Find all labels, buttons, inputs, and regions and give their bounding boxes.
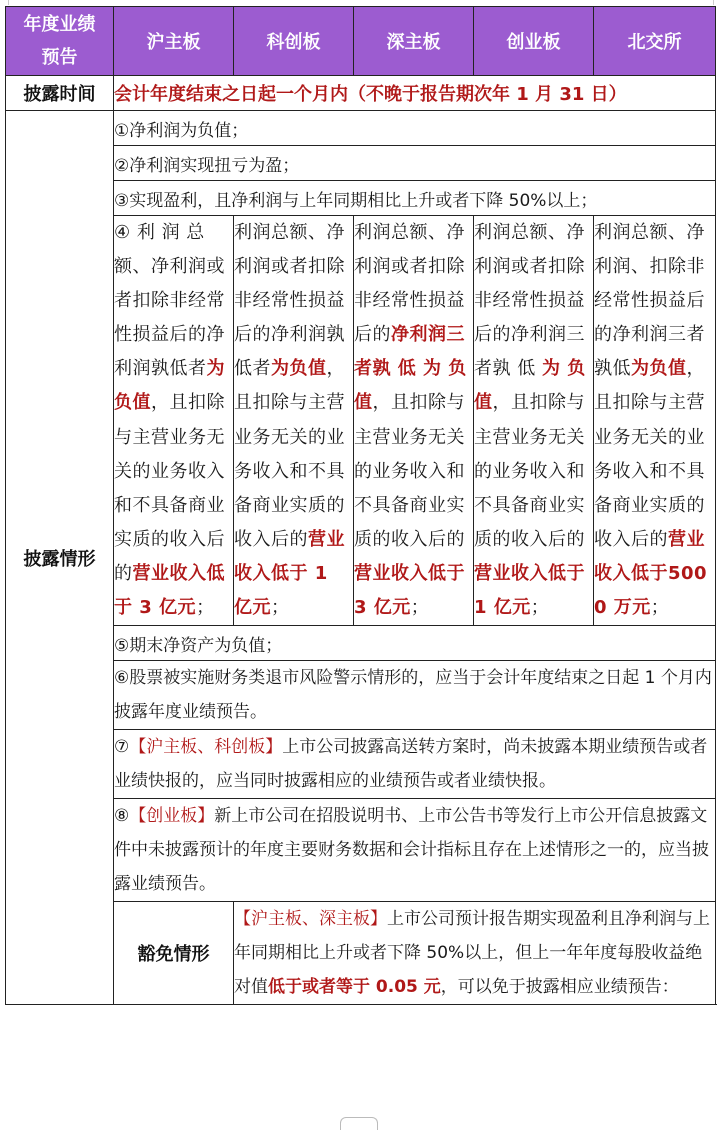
header-board-bse: 北交所 — [594, 7, 716, 76]
text-part: ； — [271, 597, 290, 619]
case-row-1 — [6, 111, 716, 146]
disclosure-cases-label: 披露情形 — [6, 111, 114, 1005]
case-item-5: ⑤期末净资产为负值； — [114, 626, 716, 661]
case-item-8 — [114, 799, 716, 902]
case-item-7 — [114, 730, 716, 799]
text-part: ④ 利 润 总 额、净利润或者扣除非经常性损益后的净利润孰低者 — [114, 222, 225, 380]
disclosure-time-value: 会计年度结束之日起一个月内（不晚于报告期次年 1 月 31 日） — [114, 76, 716, 111]
item-text: 上市公司披露高送转方案时，尚未披露本期业绩预告或者业绩快报的，应当同时披露相应的业绩预告或者业绩快报。 — [114, 737, 708, 792]
margin-tick — [713, 0, 714, 5]
disclosure-time-row — [6, 76, 716, 111]
case-item-4-sz-main — [354, 216, 474, 626]
highlight-revenue-threshold: 营业收入低于 1 亿元 — [474, 562, 585, 619]
text-part: 利润总额、净利润、扣除非经常性损益后的净利润三者孰低 — [594, 222, 705, 380]
text-part: ； — [196, 597, 215, 619]
scroll-handle[interactable] — [340, 1117, 378, 1130]
case-item-6: ⑥股票被实施财务类退市风险警示情形的，应当于会计年度结束之日起 1 个月内披露年度业绩预告。 — [114, 661, 716, 730]
exemption-label: 豁免情形 — [114, 902, 234, 1005]
item-text: 新上市公司在招股说明书、上市公告书等发行上市公开信息披露文件中未披露预计的年度主要财务数据和会计指标且存在上述情形之一的，应当披露业绩预告。 — [114, 806, 709, 895]
header-corner-line2: 预告 — [41, 47, 78, 68]
text-part: ； — [410, 597, 430, 619]
highlight-revenue-threshold: 营业收入低于 3 亿元 — [114, 562, 225, 619]
highlight-revenue-threshold: 营业收入低于5000 万元 — [594, 528, 708, 619]
text-part: 利润总额、净利润或者扣除非经常性损益后的净利润孰低者 — [234, 222, 345, 380]
highlight-negative: 净利润三者孰 低 为 负 值 — [354, 324, 467, 414]
case-item-2: ②净利润实现扭亏为盈； — [114, 146, 716, 181]
exemption-text-part: 上市公司预计报告期实现盈利且净利润与上年同期相比上升或者下降 50%以上，但上一年年度每股收益绝对值 — [234, 909, 710, 998]
text-part: 利润总额、净利润或者扣除非经常性损益后的 — [354, 222, 465, 346]
highlight-revenue-threshold: 营业收入低于 3 亿元 — [354, 562, 465, 619]
header-corner-cell — [6, 7, 114, 76]
text-part: ，且扣除与主营业务无关的业务收入和不具备商业实质的收入后的 — [234, 358, 345, 550]
text-part: ； — [530, 597, 550, 619]
board-tag: 【沪主板、深主板】 — [234, 909, 387, 930]
exemption-text — [234, 902, 716, 1005]
header-board-chinext: 创业板 — [474, 7, 594, 76]
header-board-star-market: 科创板 — [234, 7, 354, 76]
case-item-4-chinext — [474, 216, 594, 626]
case-item-4-bse — [594, 216, 716, 626]
case-item-4-star-market — [234, 216, 354, 626]
highlight-negative: 为负值 — [631, 358, 687, 380]
case-item-4-sh-main — [114, 216, 234, 626]
margin-tick — [8, 0, 9, 5]
text-part: 利润总额、净利润或者扣除非经常性损益后的净利润三者孰 低 — [474, 222, 585, 380]
item-number: ⑦ — [114, 737, 130, 758]
header-corner-line1: 年度业绩 — [23, 14, 96, 35]
highlight-revenue-threshold: 营业收入低于 1 亿元 — [234, 528, 345, 619]
text-part: ，且扣除与主营业务无关的业务收入和不具备商业实质的收入后的 — [354, 392, 465, 550]
header-board-sz-main: 深主板 — [354, 7, 474, 76]
case-item-3: ③实现盈利，且净利润与上年同期相比上升或者下降 50%以上； — [114, 181, 716, 216]
top-margin — [0, 0, 722, 5]
header-row — [6, 7, 716, 76]
item-number: ⑧ — [114, 806, 130, 827]
board-tag: 【创业板】 — [129, 806, 215, 827]
text-part: ，且扣除与主营业务无关的业务收入和不具备商业实质的收入后的 — [594, 358, 705, 550]
annual-forecast-rules-table — [5, 6, 716, 1005]
case-item-1: ①净利润为负值； — [114, 111, 716, 146]
highlight-negative: 为 负 值 — [474, 358, 586, 414]
highlight-negative: 为负值 — [271, 358, 327, 380]
header-board-sh-main: 沪主板 — [114, 7, 234, 76]
eps-threshold-highlight: 低于或者等于 0.05 元 — [268, 977, 441, 998]
board-tag: 【沪主板、科创板】 — [129, 737, 283, 758]
text-part: ，且扣除与主营业务无关的业务收入和不具备商业实质的收入后的 — [114, 392, 225, 584]
disclosure-time-label: 披露时间 — [6, 76, 114, 111]
text-part: ； — [650, 597, 670, 619]
exemption-text-part: ，可以免于披露相应业绩预告： — [440, 977, 679, 998]
text-part: ，且扣除与主营业务无关的业务收入和不具备商业实质的收入后的 — [474, 392, 585, 550]
highlight-negative: 为负值 — [114, 358, 225, 414]
